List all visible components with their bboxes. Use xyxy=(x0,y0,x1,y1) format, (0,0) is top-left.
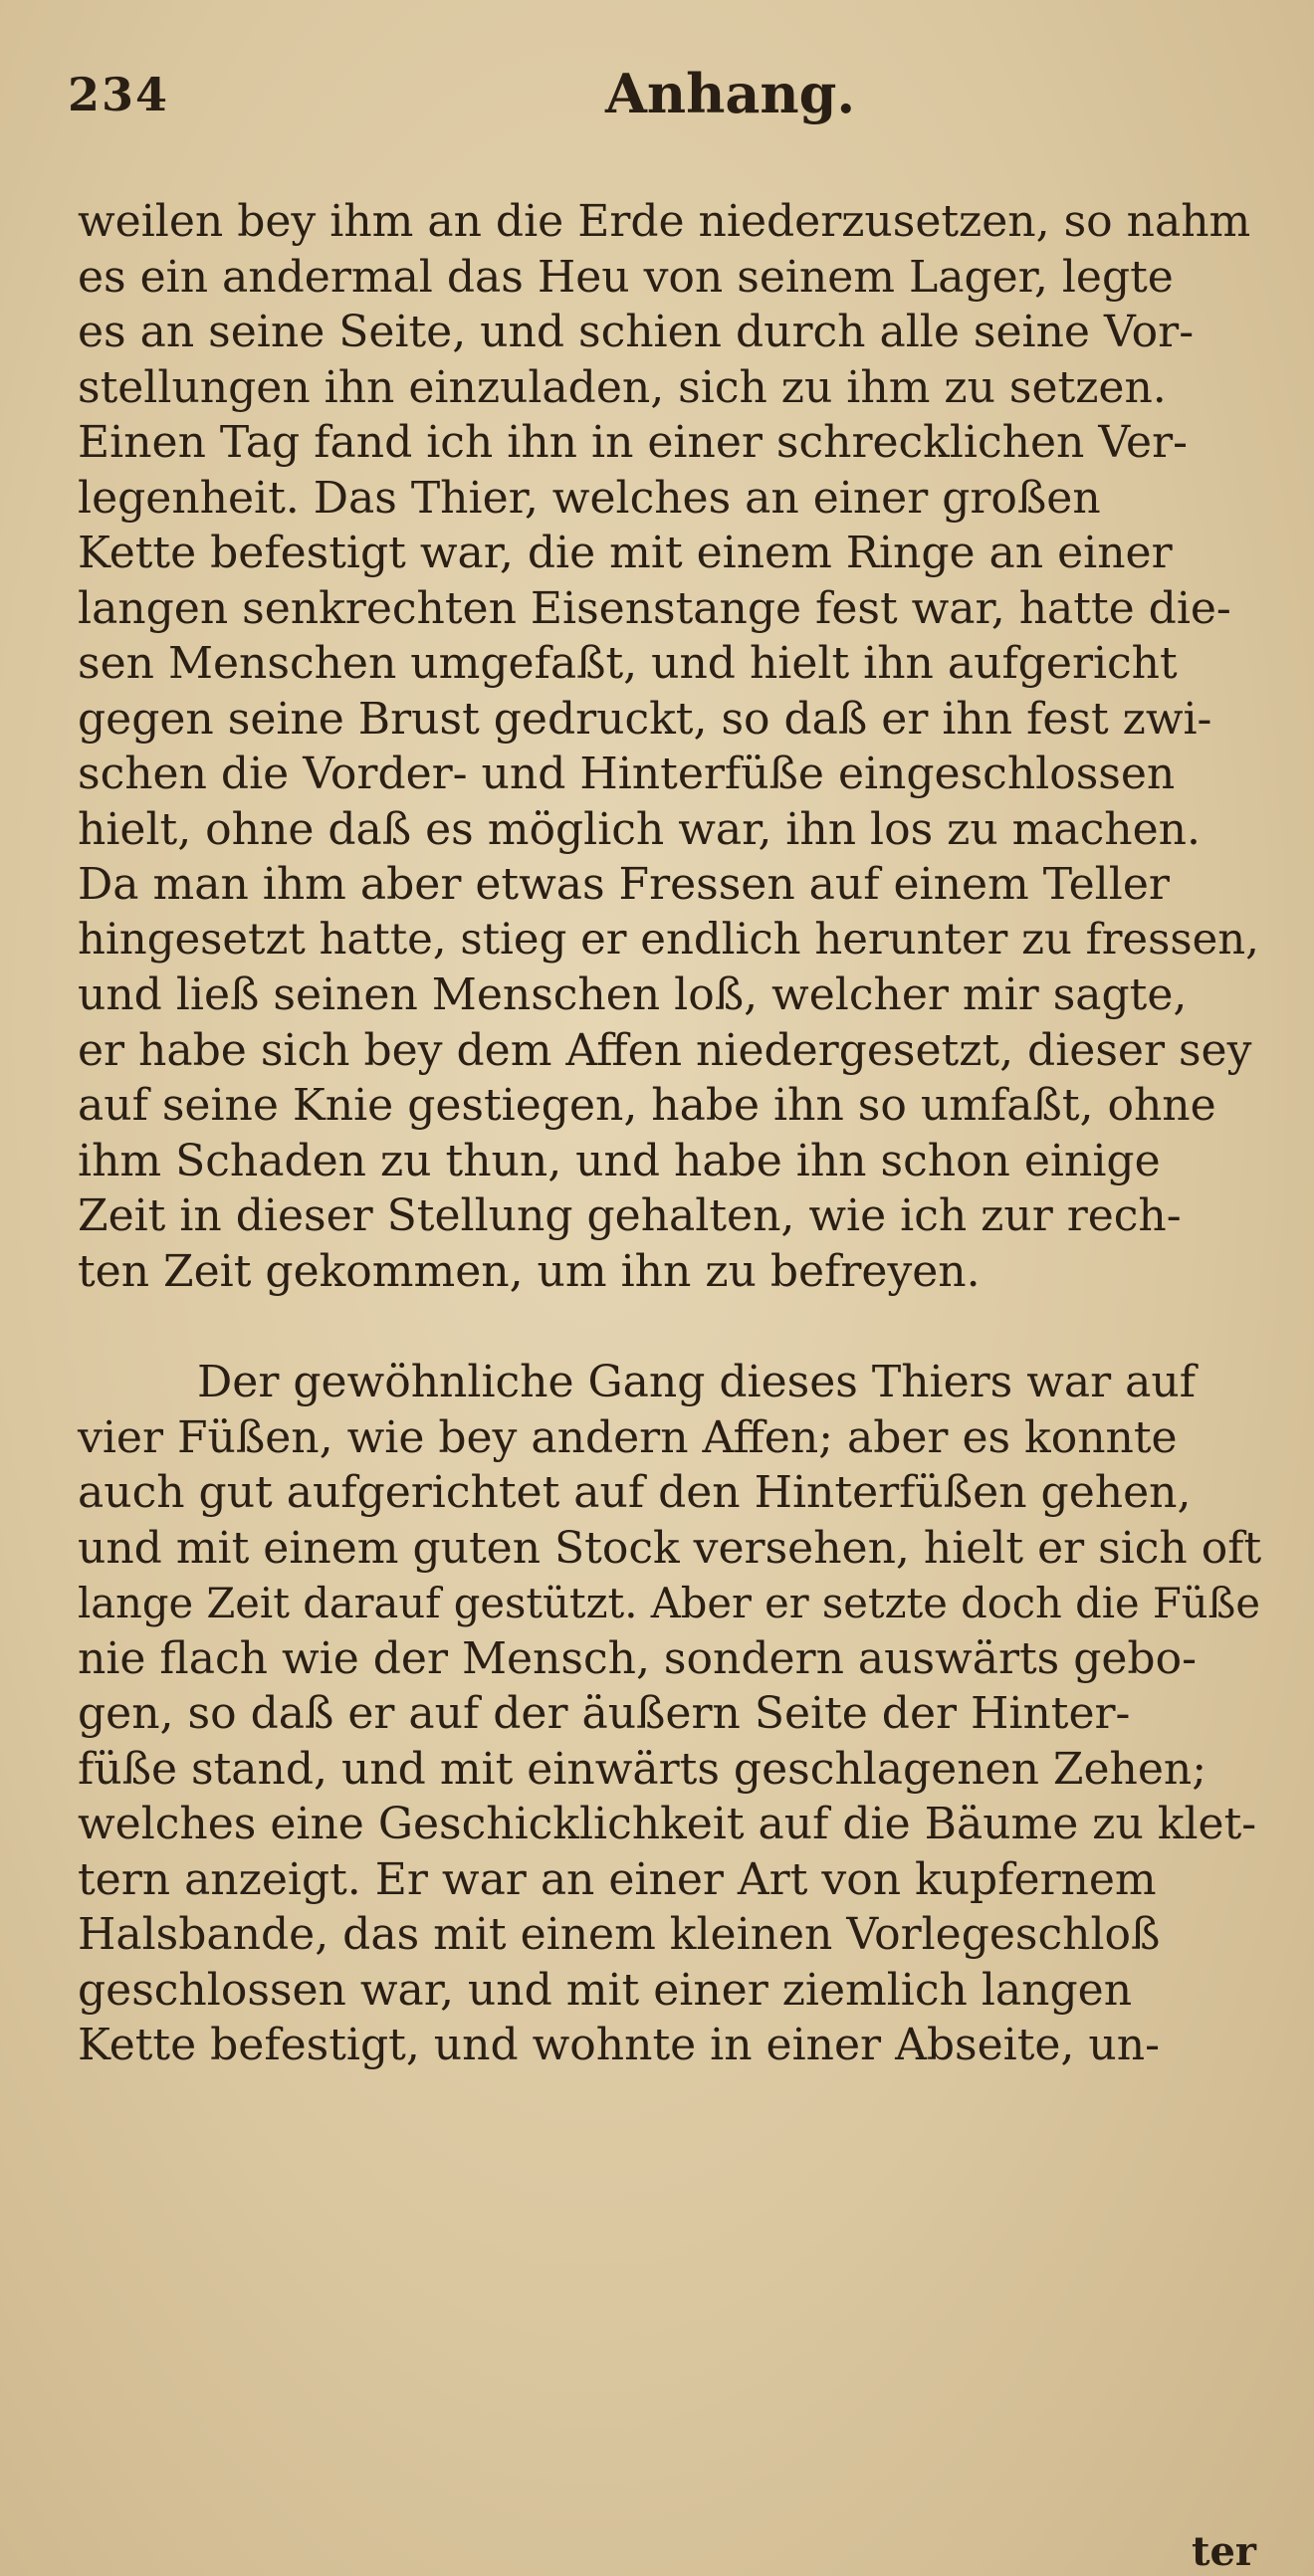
text-line: Da man ihm aber etwas Fressen auf einem Teller xyxy=(78,859,1170,910)
text-line: gegen seine Brust gedruckt, so daß er ihn fest zwi- xyxy=(78,693,1212,745)
text-line: und mit einem guten Stock versehen, hielt er sich oft xyxy=(78,1522,1262,1574)
text-line: ihm Schaden zu thun, und habe ihn schon einige xyxy=(78,1135,1161,1186)
body-text xyxy=(78,194,1272,2073)
text-line: schen die Vorder- und Hinterfüße eingeschlossen xyxy=(78,749,1176,799)
text-line: Zeit in dieser Stellung gehalten, wie ich zur rech- xyxy=(78,1190,1182,1241)
text-line: legenheit. Das Thier, welches an einer großen xyxy=(78,472,1101,524)
text-line: hielt, ohne daß es möglich war, ihn los zu machen. xyxy=(78,803,1201,855)
text-line: Halsbande, das mit einem kleinen Vorlegeschloß xyxy=(78,1909,1161,1960)
text-line: hingesetzt hatte, stieg er endlich herunter zu fressen, xyxy=(78,914,1259,965)
paragraph-spacer xyxy=(78,1299,1272,1355)
page-number: 234 xyxy=(68,68,170,121)
catchword: ter xyxy=(1192,2528,1256,2575)
text-line: ten Zeit gekommen, um ihn zu befreyen. xyxy=(78,1245,981,1297)
text-line: langen senkrechten Eisenstange fest war, hatte die- xyxy=(78,582,1231,634)
text-line: auch gut aufgerichtet auf den Hinterfüßen gehen, xyxy=(78,1467,1192,1518)
text-line: füße stand, und mit einwärts geschlagenen Zehen; xyxy=(78,1743,1207,1795)
text-line: lange Zeit darauf gestützt. Aber er setzte doch die Füße xyxy=(78,1579,1260,1627)
text-line: tern anzeigt. Er war an einer Art von kupfernem xyxy=(78,1853,1157,1905)
paragraph-1 xyxy=(78,194,1272,1299)
text-line: es an seine Seite, und schien durch alle seine Vor- xyxy=(78,307,1195,357)
text-line: gen, so daß er auf der äußern Seite der Hinter- xyxy=(78,1688,1131,1739)
text-line: Kette befestigt war, die mit einem Ringe an einer xyxy=(78,528,1173,578)
text-line: geschlossen war, und mit einer ziemlich langen xyxy=(78,1964,1133,2016)
page-header xyxy=(68,58,1254,147)
text-line: nie flach wie der Mensch, sondern auswärts gebo- xyxy=(78,1632,1197,1684)
text-line: welches eine Geschicklichkeit auf die Bäume zu klet- xyxy=(78,1799,1257,1849)
text-line: es ein andermal das Heu von seinem Lager, legte xyxy=(78,251,1174,303)
text-line: sen Menschen umgefaßt, und hielt ihn aufgericht xyxy=(78,638,1178,689)
text-line: er habe sich bey dem Affen niedergesetzt, dieser sey xyxy=(78,1024,1252,1076)
text-line: Kette befestigt, und wohnte in einer Abseite, un- xyxy=(78,2020,1160,2070)
text-line: auf seine Knie gestiegen, habe ihn so umfaßt, ohne xyxy=(78,1080,1216,1131)
paragraph-2 xyxy=(78,1355,1272,2073)
text-line: stellungen ihn einzuladen, sich zu ihm zu setzen. xyxy=(78,361,1167,413)
text-line: und ließ seinen Menschen loß, welcher mir sagte, xyxy=(78,969,1188,1020)
text-line: weilen bey ihm an die Erde niederzusetzen, so nahm xyxy=(78,196,1251,247)
text-line: vier Füßen, wie bey andern Affen; aber es konnte xyxy=(78,1411,1178,1463)
running-head: Anhang. xyxy=(605,62,856,125)
text-line: Der gewöhnliche Gang dieses Thiers war auf xyxy=(197,1357,1197,1407)
text-line: Einen Tag fand ich ihn in einer schrecklichen Ver- xyxy=(78,417,1188,468)
